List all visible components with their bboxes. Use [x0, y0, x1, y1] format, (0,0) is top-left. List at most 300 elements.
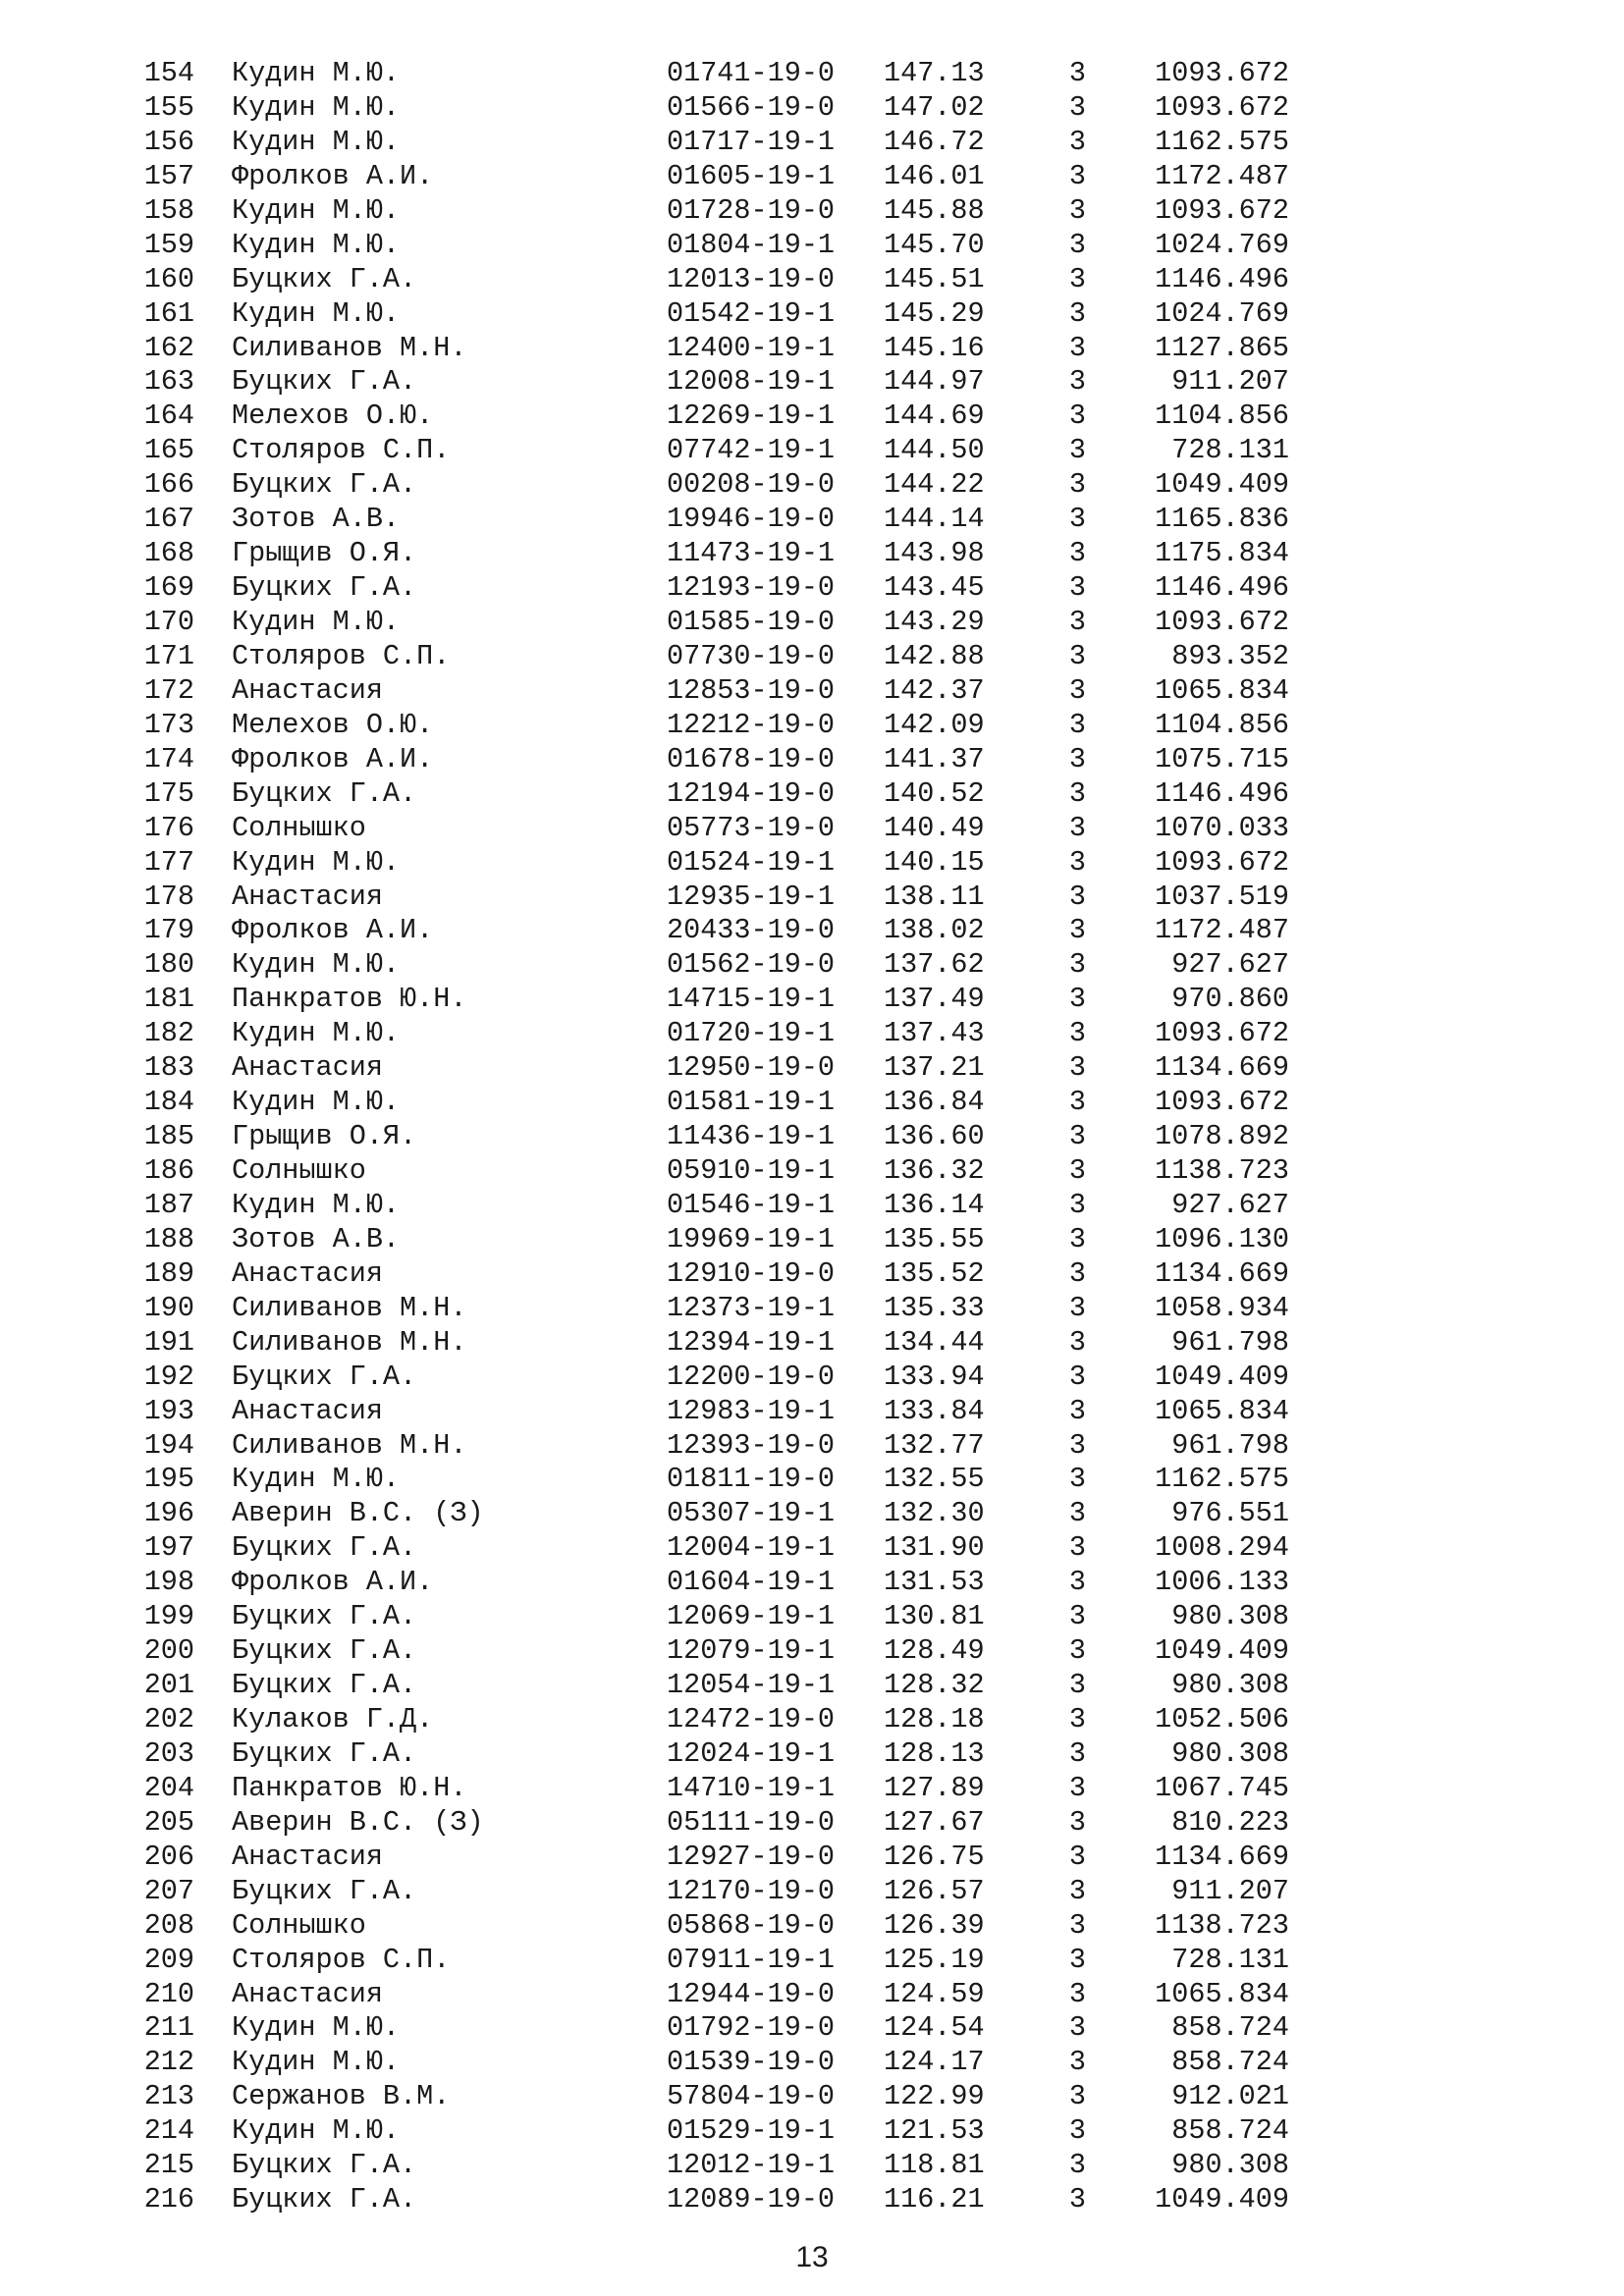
total-value: 912.021: [1171, 2080, 1289, 2113]
table-row: [134, 1944, 1292, 1978]
total-value: 1162.575: [1155, 125, 1289, 158]
row-number: 173: [143, 708, 194, 741]
owner-name: Кудин М.Ю.: [232, 1188, 401, 1221]
total-value: 810.223: [1171, 1805, 1289, 1839]
score-value: 132.55: [884, 1463, 985, 1496]
total-value: 858.724: [1171, 2114, 1289, 2148]
record-code: 12394-19-1: [667, 1325, 836, 1359]
total-value: 1008.294: [1155, 1531, 1289, 1565]
owner-name: Мелехов О.Ю.: [232, 708, 434, 741]
owner-name: Фролков А.И.: [232, 914, 434, 947]
record-code: 01562-19-0: [667, 948, 836, 982]
class-value: 3: [1068, 1736, 1086, 1770]
score-value: 127.89: [884, 1771, 985, 1804]
total-value: 1049.409: [1155, 2183, 1289, 2216]
row-number: 213: [143, 2080, 194, 2113]
score-value: 134.44: [884, 1325, 985, 1359]
score-value: 142.37: [884, 673, 985, 707]
record-code: 01542-19-1: [667, 296, 836, 330]
class-value: 3: [1068, 2114, 1086, 2148]
score-value: 140.52: [884, 776, 985, 810]
owner-name: Кудин М.Ю.: [232, 2114, 401, 2148]
row-number: 212: [143, 2046, 194, 2079]
row-number: 187: [143, 1188, 194, 1221]
row-number: 167: [143, 503, 194, 536]
owner-name: Фролков А.И.: [232, 1566, 434, 1599]
record-code: 12400-19-1: [667, 331, 836, 364]
record-code: 12944-19-0: [667, 1977, 836, 2010]
owner-name: Анастасия: [232, 1256, 383, 1290]
table-row: [134, 914, 1292, 948]
record-code: 05111-19-0: [667, 1805, 836, 1839]
table-row: [134, 1326, 1292, 1361]
owner-name: Буцких Г.А.: [232, 262, 417, 295]
owner-name: Зотов А.В.: [232, 503, 401, 536]
class-value: 3: [1068, 1051, 1086, 1085]
total-value: 1134.669: [1155, 1051, 1289, 1085]
total-value: 1078.892: [1155, 1120, 1289, 1153]
row-number: 177: [143, 845, 194, 879]
table-row: [134, 1841, 1292, 1875]
owner-name: Анастасия: [232, 1051, 383, 1085]
score-value: 144.50: [884, 434, 985, 467]
table-row: [134, 2080, 1292, 2114]
record-code: 12008-19-1: [667, 365, 836, 399]
class-value: 3: [1068, 1428, 1086, 1462]
row-number: 180: [143, 948, 194, 982]
class-value: 3: [1068, 1188, 1086, 1221]
score-value: 140.15: [884, 845, 985, 879]
owner-name: Анастасия: [232, 1394, 383, 1427]
record-code: 12012-19-1: [667, 2149, 836, 2182]
score-value: 137.21: [884, 1051, 985, 1085]
score-value: 138.11: [884, 880, 985, 913]
score-value: 136.14: [884, 1188, 985, 1221]
score-value: 145.29: [884, 296, 985, 330]
record-code: 12194-19-0: [667, 776, 836, 810]
total-value: 728.131: [1171, 434, 1289, 467]
score-value: 146.01: [884, 159, 985, 192]
row-number: 162: [143, 331, 194, 364]
record-code: 05307-19-1: [667, 1497, 836, 1530]
score-value: 128.49: [884, 1634, 985, 1668]
table-row: [134, 2149, 1292, 2183]
score-value: 125.19: [884, 1943, 985, 1976]
score-value: 128.13: [884, 1736, 985, 1770]
row-number: 206: [143, 1840, 194, 1873]
total-value: 980.308: [1171, 2149, 1289, 2182]
class-value: 3: [1068, 1669, 1086, 1702]
row-number: 176: [143, 811, 194, 844]
record-code: 01811-19-0: [667, 1463, 836, 1496]
class-value: 3: [1068, 434, 1086, 467]
class-value: 3: [1068, 845, 1086, 879]
row-number: 186: [143, 1154, 194, 1187]
score-value: 142.88: [884, 639, 985, 672]
score-value: 146.72: [884, 125, 985, 158]
row-number: 215: [143, 2149, 194, 2182]
row-number: 175: [143, 776, 194, 810]
class-value: 3: [1068, 125, 1086, 158]
owner-name: Столяров С.П.: [232, 1943, 451, 1976]
row-number: 201: [143, 1669, 194, 1702]
class-value: 3: [1068, 1154, 1086, 1187]
class-value: 3: [1068, 1874, 1086, 1907]
total-value: 1006.133: [1155, 1566, 1289, 1599]
class-value: 3: [1068, 673, 1086, 707]
total-value: 961.798: [1171, 1428, 1289, 1462]
score-value: 118.81: [884, 2149, 985, 2182]
owner-name: Зотов А.В.: [232, 1222, 401, 1255]
record-code: 14710-19-1: [667, 1771, 836, 1804]
class-value: 3: [1068, 1360, 1086, 1393]
owner-name: Столяров С.П.: [232, 434, 451, 467]
total-value: 1049.409: [1155, 468, 1289, 502]
owner-name: Буцких Г.А.: [232, 1600, 417, 1633]
record-code: 12079-19-1: [667, 1634, 836, 1668]
class-value: 3: [1068, 262, 1086, 295]
record-code: 01741-19-0: [667, 57, 836, 89]
table-row: [134, 1566, 1292, 1600]
table-row: [134, 1257, 1292, 1292]
class-value: 3: [1068, 948, 1086, 982]
row-number: 156: [143, 125, 194, 158]
record-code: 07911-19-1: [667, 1943, 836, 1976]
owner-name: Силиванов М.Н.: [232, 1291, 467, 1324]
total-value: 1067.745: [1155, 1771, 1289, 1804]
class-value: 3: [1068, 1120, 1086, 1153]
record-code: 05868-19-0: [667, 1908, 836, 1942]
row-number: 171: [143, 639, 194, 672]
owner-name: Буцких Г.А.: [232, 1531, 417, 1565]
table-row: [134, 1223, 1292, 1257]
class-value: 3: [1068, 776, 1086, 810]
class-value: 3: [1068, 639, 1086, 672]
record-code: 01539-19-0: [667, 2046, 836, 2079]
record-code: 57804-19-0: [667, 2080, 836, 2113]
owner-name: Буцких Г.А.: [232, 2183, 417, 2216]
class-value: 3: [1068, 571, 1086, 605]
owner-name: Кудин М.Ю.: [232, 296, 401, 330]
table-row: [134, 1154, 1292, 1189]
record-code: 12089-19-0: [667, 2183, 836, 2216]
owner-name: Панкратов Ю.Н.: [232, 1771, 467, 1804]
total-value: 1093.672: [1155, 90, 1289, 124]
table-row: [134, 400, 1292, 434]
table-row: [134, 1737, 1292, 1772]
row-number: 189: [143, 1256, 194, 1290]
class-value: 3: [1068, 1703, 1086, 1735]
table-row: [134, 126, 1292, 160]
owner-name: Силиванов М.Н.: [232, 331, 467, 364]
owner-name: Фролков А.И.: [232, 742, 434, 775]
score-value: 128.32: [884, 1669, 985, 1702]
table-row: [134, 1772, 1292, 1806]
record-code: 01581-19-1: [667, 1086, 836, 1119]
score-value: 124.54: [884, 2011, 985, 2045]
record-code: 01566-19-0: [667, 90, 836, 124]
owner-name: Аверин В.С. (З): [232, 1497, 484, 1530]
record-code: 01585-19-0: [667, 606, 836, 638]
row-number: 199: [143, 1600, 194, 1633]
record-code: 05773-19-0: [667, 811, 836, 844]
row-number: 185: [143, 1120, 194, 1153]
row-number: 168: [143, 537, 194, 570]
record-code: 01546-19-1: [667, 1188, 836, 1221]
row-number: 196: [143, 1497, 194, 1530]
total-value: 1162.575: [1155, 1463, 1289, 1496]
class-value: 3: [1068, 1771, 1086, 1804]
score-value: 138.02: [884, 914, 985, 947]
table-row: [134, 2183, 1292, 2217]
row-number: 216: [143, 2183, 194, 2216]
table-row: [134, 2046, 1292, 2080]
table-row: [134, 2114, 1292, 2149]
score-value: 127.67: [884, 1805, 985, 1839]
total-value: 858.724: [1171, 2011, 1289, 2045]
table-row: [134, 1497, 1292, 1531]
owner-name: Кудин М.Ю.: [232, 228, 401, 261]
row-number: 164: [143, 400, 194, 433]
class-value: 3: [1068, 1908, 1086, 1942]
table-row: [134, 846, 1292, 881]
total-value: 1093.672: [1155, 57, 1289, 89]
class-value: 3: [1068, 468, 1086, 502]
table-row: [134, 674, 1292, 709]
total-value: 1093.672: [1155, 845, 1289, 879]
row-number: 190: [143, 1291, 194, 1324]
total-value: 1096.130: [1155, 1222, 1289, 1255]
score-value: 144.97: [884, 365, 985, 399]
class-value: 3: [1068, 983, 1086, 1016]
table-row: [134, 1429, 1292, 1464]
record-code: 01717-19-1: [667, 125, 836, 158]
owner-name: Буцких Г.А.: [232, 776, 417, 810]
owner-name: Сержанов В.М.: [232, 2080, 451, 2113]
class-value: 3: [1068, 1531, 1086, 1565]
row-number: 197: [143, 1531, 194, 1565]
record-code: 00208-19-0: [667, 468, 836, 502]
row-number: 166: [143, 468, 194, 502]
owner-name: Аверин В.С. (З): [232, 1805, 484, 1839]
table-row: [134, 1086, 1292, 1120]
record-code: 11436-19-1: [667, 1120, 836, 1153]
owner-name: Кудин М.Ю.: [232, 1463, 401, 1496]
table-row: [134, 983, 1292, 1017]
row-number: 191: [143, 1325, 194, 1359]
owner-name: Кулаков Г.Д.: [232, 1703, 434, 1735]
row-number: 172: [143, 673, 194, 707]
class-value: 3: [1068, 296, 1086, 330]
record-code: 12373-19-1: [667, 1291, 836, 1324]
total-value: 927.627: [1171, 1188, 1289, 1221]
row-number: 198: [143, 1566, 194, 1599]
record-code: 14715-19-1: [667, 983, 836, 1016]
class-value: 3: [1068, 2011, 1086, 2045]
class-value: 3: [1068, 1291, 1086, 1324]
score-value: 126.57: [884, 1874, 985, 1907]
row-number: 204: [143, 1771, 194, 1804]
row-number: 169: [143, 571, 194, 605]
total-value: 1104.856: [1155, 400, 1289, 433]
class-value: 3: [1068, 708, 1086, 741]
total-value: 1065.834: [1155, 1394, 1289, 1427]
score-value: 126.75: [884, 1840, 985, 1873]
total-value: 1146.496: [1155, 776, 1289, 810]
total-value: 1093.672: [1155, 606, 1289, 638]
row-number: 188: [143, 1222, 194, 1255]
row-number: 207: [143, 1874, 194, 1907]
owner-name: Кудин М.Ю.: [232, 193, 401, 227]
score-value: 137.49: [884, 983, 985, 1016]
owner-name: Буцких Г.А.: [232, 1669, 417, 1702]
total-value: 893.352: [1171, 639, 1289, 672]
table-row: [134, 91, 1292, 126]
score-value: 144.22: [884, 468, 985, 502]
score-value: 136.60: [884, 1120, 985, 1153]
score-value: 133.84: [884, 1394, 985, 1427]
score-value: 124.17: [884, 2046, 985, 2079]
table-row: [134, 1189, 1292, 1223]
table-row: [134, 1634, 1292, 1669]
owner-name: Кудин М.Ю.: [232, 948, 401, 982]
table-row: [134, 1600, 1292, 1634]
table-row: [134, 229, 1292, 263]
owner-name: Кудин М.Ю.: [232, 2046, 401, 2079]
table-row: [134, 777, 1292, 812]
table-row: [134, 1703, 1292, 1737]
owner-name: Анастасия: [232, 1840, 383, 1873]
total-value: 1070.033: [1155, 811, 1289, 844]
total-value: 1146.496: [1155, 262, 1289, 295]
owner-name: Панкратов Ю.Н.: [232, 983, 467, 1016]
record-code: 12013-19-0: [667, 262, 836, 295]
row-number: 202: [143, 1703, 194, 1735]
score-value: 145.16: [884, 331, 985, 364]
table-row: [134, 297, 1292, 332]
owner-name: Буцких Г.А.: [232, 1874, 417, 1907]
table-row: [134, 1875, 1292, 1909]
record-code: 12054-19-1: [667, 1669, 836, 1702]
table-row: [134, 1120, 1292, 1154]
record-code: 19969-19-1: [667, 1222, 836, 1255]
total-value: 1065.834: [1155, 673, 1289, 707]
record-code: 01720-19-1: [667, 1017, 836, 1050]
owner-name: Анастасия: [232, 673, 383, 707]
total-value: 1138.723: [1155, 1908, 1289, 1942]
page-number: 13: [795, 2241, 829, 2273]
table-row: [134, 1463, 1292, 1497]
row-number: 178: [143, 880, 194, 913]
score-value: 122.99: [884, 2080, 985, 2113]
owner-name: Кудин М.Ю.: [232, 90, 401, 124]
score-value: 145.88: [884, 193, 985, 227]
score-value: 135.52: [884, 1256, 985, 1290]
class-value: 3: [1068, 503, 1086, 536]
record-code: 01604-19-1: [667, 1566, 836, 1599]
owner-name: Силиванов М.Н.: [232, 1428, 467, 1462]
record-code: 01728-19-0: [667, 193, 836, 227]
class-value: 3: [1068, 537, 1086, 570]
total-value: 961.798: [1171, 1325, 1289, 1359]
record-code: 12472-19-0: [667, 1703, 836, 1735]
score-value: 116.21: [884, 2183, 985, 2216]
total-value: 1037.519: [1155, 880, 1289, 913]
owner-name: Буцких Г.А.: [232, 1634, 417, 1668]
total-value: 1138.723: [1155, 1154, 1289, 1187]
class-value: 3: [1068, 228, 1086, 261]
owner-name: Грыщив О.Я.: [232, 1120, 417, 1153]
record-code: 01524-19-1: [667, 845, 836, 879]
class-value: 3: [1068, 400, 1086, 433]
row-number: 210: [143, 1977, 194, 2010]
class-value: 3: [1068, 1256, 1086, 1290]
record-code: 19946-19-0: [667, 503, 836, 536]
record-code: 01529-19-1: [667, 2114, 836, 2148]
record-code: 12393-19-0: [667, 1428, 836, 1462]
total-value: 858.724: [1171, 2046, 1289, 2079]
record-code: 12212-19-0: [667, 708, 836, 741]
record-code: 12935-19-1: [667, 880, 836, 913]
record-code: 01804-19-1: [667, 228, 836, 261]
total-value: 911.207: [1171, 365, 1289, 399]
record-code: 12004-19-1: [667, 1531, 836, 1565]
table-row: [134, 1978, 1292, 2012]
record-code: 12024-19-1: [667, 1736, 836, 1770]
score-value: 133.94: [884, 1360, 985, 1393]
row-number: 203: [143, 1736, 194, 1770]
total-value: 1049.409: [1155, 1634, 1289, 1668]
class-value: 3: [1068, 742, 1086, 775]
total-value: 1024.769: [1155, 296, 1289, 330]
record-code: 12170-19-0: [667, 1874, 836, 1907]
row-number: 174: [143, 742, 194, 775]
score-value: 140.49: [884, 811, 985, 844]
score-value: 143.98: [884, 537, 985, 570]
record-code: 12269-19-1: [667, 400, 836, 433]
score-value: 128.18: [884, 1703, 985, 1735]
table-row: [134, 537, 1292, 571]
owner-name: Кудин М.Ю.: [232, 125, 401, 158]
owner-name: Кудин М.Ю.: [232, 845, 401, 879]
class-value: 3: [1068, 1086, 1086, 1119]
record-code: 12853-19-0: [667, 673, 836, 707]
row-number: 209: [143, 1943, 194, 1976]
record-code: 12983-19-1: [667, 1394, 836, 1427]
row-number: 163: [143, 365, 194, 399]
table-row: [134, 2011, 1292, 2046]
total-value: 1093.672: [1155, 193, 1289, 227]
record-code: 07742-19-1: [667, 434, 836, 467]
row-number: 165: [143, 434, 194, 467]
row-number: 195: [143, 1463, 194, 1496]
table-row: [134, 1361, 1292, 1395]
owner-name: Буцких Г.А.: [232, 571, 417, 605]
row-number: 200: [143, 1634, 194, 1668]
score-value: 144.14: [884, 503, 985, 536]
table-row: [134, 1017, 1292, 1051]
table-row: [134, 571, 1292, 606]
row-number: 170: [143, 606, 194, 638]
total-value: 976.551: [1171, 1497, 1289, 1530]
owner-name: Кудин М.Ю.: [232, 1086, 401, 1119]
score-value: 131.53: [884, 1566, 985, 1599]
total-value: 1165.836: [1155, 503, 1289, 536]
owner-name: Анастасия: [232, 880, 383, 913]
table-row: [134, 194, 1292, 229]
class-value: 3: [1068, 606, 1086, 638]
class-value: 3: [1068, 1222, 1086, 1255]
